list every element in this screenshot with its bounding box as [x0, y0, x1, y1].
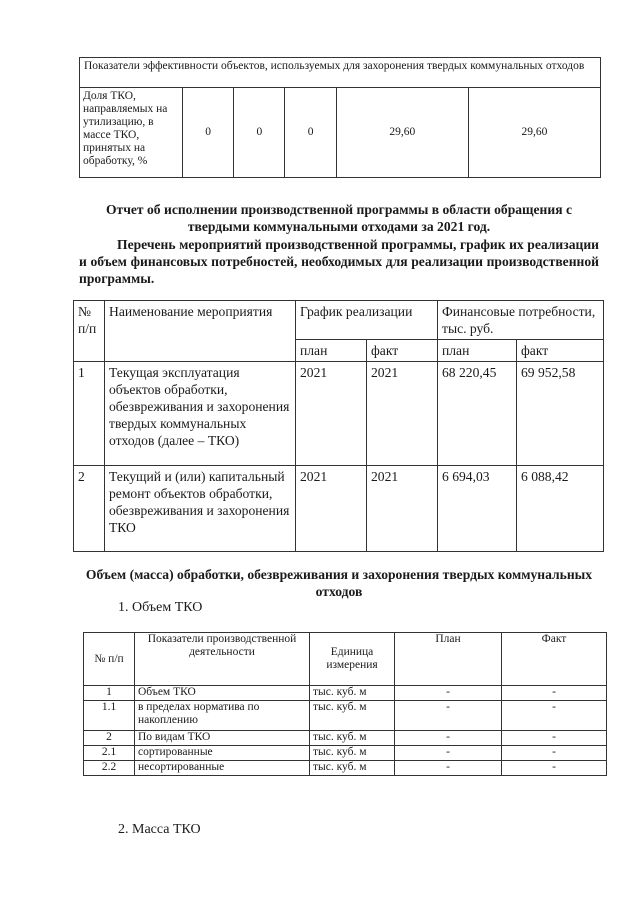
section-mass-heading: 2. Масса ТКО — [118, 822, 201, 837]
row-fact: - — [502, 761, 607, 776]
volume-header-no: № п/п — [84, 633, 135, 686]
row-fact: - — [502, 701, 607, 731]
row-no: 2.1 — [84, 746, 135, 761]
measures-table — [73, 300, 604, 552]
measures-header-finance: Финансовые потребности, тыс. руб. — [438, 301, 604, 340]
efficiency-value: 0 — [234, 88, 285, 178]
row-schedule-plan: 2021 — [296, 466, 367, 552]
measures-header-no: № п/п — [74, 301, 105, 362]
table-row — [84, 746, 607, 761]
row-unit: тыс. куб. м — [310, 746, 395, 761]
measures-subheader-fact: факт — [517, 340, 604, 362]
table-row — [84, 701, 607, 731]
volume-title: Объем (масса) обработки, обезвреживания и захоронения твердых коммунальных отходов — [85, 567, 593, 599]
row-plan: - — [395, 701, 502, 731]
row-no: 1.1 — [84, 701, 135, 731]
row-finance-fact: 6 088,42 — [517, 466, 604, 552]
efficiency-value: 29,60 — [336, 88, 468, 178]
efficiency-value: 29,60 — [468, 88, 600, 178]
row-unit: тыс. куб. м — [310, 731, 395, 746]
row-schedule-plan: 2021 — [296, 362, 367, 466]
row-plan: - — [395, 731, 502, 746]
table-row — [74, 466, 604, 552]
row-name: По видам ТКО — [135, 731, 310, 746]
efficiency-row-label: Доля ТКО, направляемых на утилизацию, в массе ТКО, принятых на обработку, % — [80, 88, 183, 178]
row-name: в пределах норматива по накоплению — [135, 701, 310, 731]
row-plan: - — [395, 746, 502, 761]
row-no: 2 — [84, 731, 135, 746]
row-name: сортированные — [135, 746, 310, 761]
row-no: 1 — [74, 362, 105, 466]
section-volume-heading: 1. Объем ТКО — [118, 600, 203, 615]
volume-header-fact: Факт — [502, 633, 607, 686]
row-no: 2 — [74, 466, 105, 552]
row-unit: тыс. куб. м — [310, 761, 395, 776]
efficiency-value: 0 — [183, 88, 234, 178]
row-name: несортированные — [135, 761, 310, 776]
volume-header-unit: Единица измерения — [310, 633, 395, 686]
row-plan: - — [395, 686, 502, 701]
row-schedule-fact: 2021 — [367, 362, 438, 466]
report-title: Отчет об исполнении производственной программы в области обращения с твердыми коммунальными отходами за 2021 год. — [105, 202, 573, 234]
measures-subheader-plan: план — [296, 340, 367, 362]
table-row — [84, 731, 607, 746]
measures-header-schedule: График реализации — [296, 301, 438, 340]
intro-paragraph: Перечень мероприятий производственной программы, график их реализации и объем финансовых потребностей, необходимых для реализации производственной программы. — [79, 237, 599, 286]
row-finance-plan: 6 694,03 — [438, 466, 517, 552]
measures-subheader-fact: факт — [367, 340, 438, 362]
row-schedule-fact: 2021 — [367, 466, 438, 552]
measures-subheader-plan: план — [438, 340, 517, 362]
row-fact: - — [502, 731, 607, 746]
row-name: Текущий и (или) капитальный ремонт объектов обработки, обезвреживания и захоронения ТКО — [105, 466, 296, 552]
volume-table — [83, 632, 607, 776]
row-no: 1 — [84, 686, 135, 701]
table-row — [84, 686, 607, 701]
row-unit: тыс. куб. м — [310, 701, 395, 731]
efficiency-table-header: Показатели эффективности объектов, используемых для захоронения твердых коммунальных отходов — [80, 58, 601, 88]
measures-header-name: Наименование мероприятия — [105, 301, 296, 362]
row-fact: - — [502, 686, 607, 701]
row-no: 2.2 — [84, 761, 135, 776]
efficiency-value: 0 — [285, 88, 336, 178]
row-fact: - — [502, 746, 607, 761]
row-unit: тыс. куб. м — [310, 686, 395, 701]
row-finance-fact: 69 952,58 — [517, 362, 604, 466]
table-row — [74, 362, 604, 466]
row-plan: - — [395, 761, 502, 776]
volume-header-indicator: Показатели производственной деятельности — [135, 633, 310, 686]
table-row — [84, 761, 607, 776]
efficiency-table — [79, 57, 601, 178]
row-name: Объем ТКО — [135, 686, 310, 701]
row-name: Текущая эксплуатация объектов обработки, обезвреживания и захоронения твердых коммунальных отходов (далее – ТКО) — [105, 362, 296, 466]
volume-header-plan: План — [395, 633, 502, 686]
row-finance-plan: 68 220,45 — [438, 362, 517, 466]
